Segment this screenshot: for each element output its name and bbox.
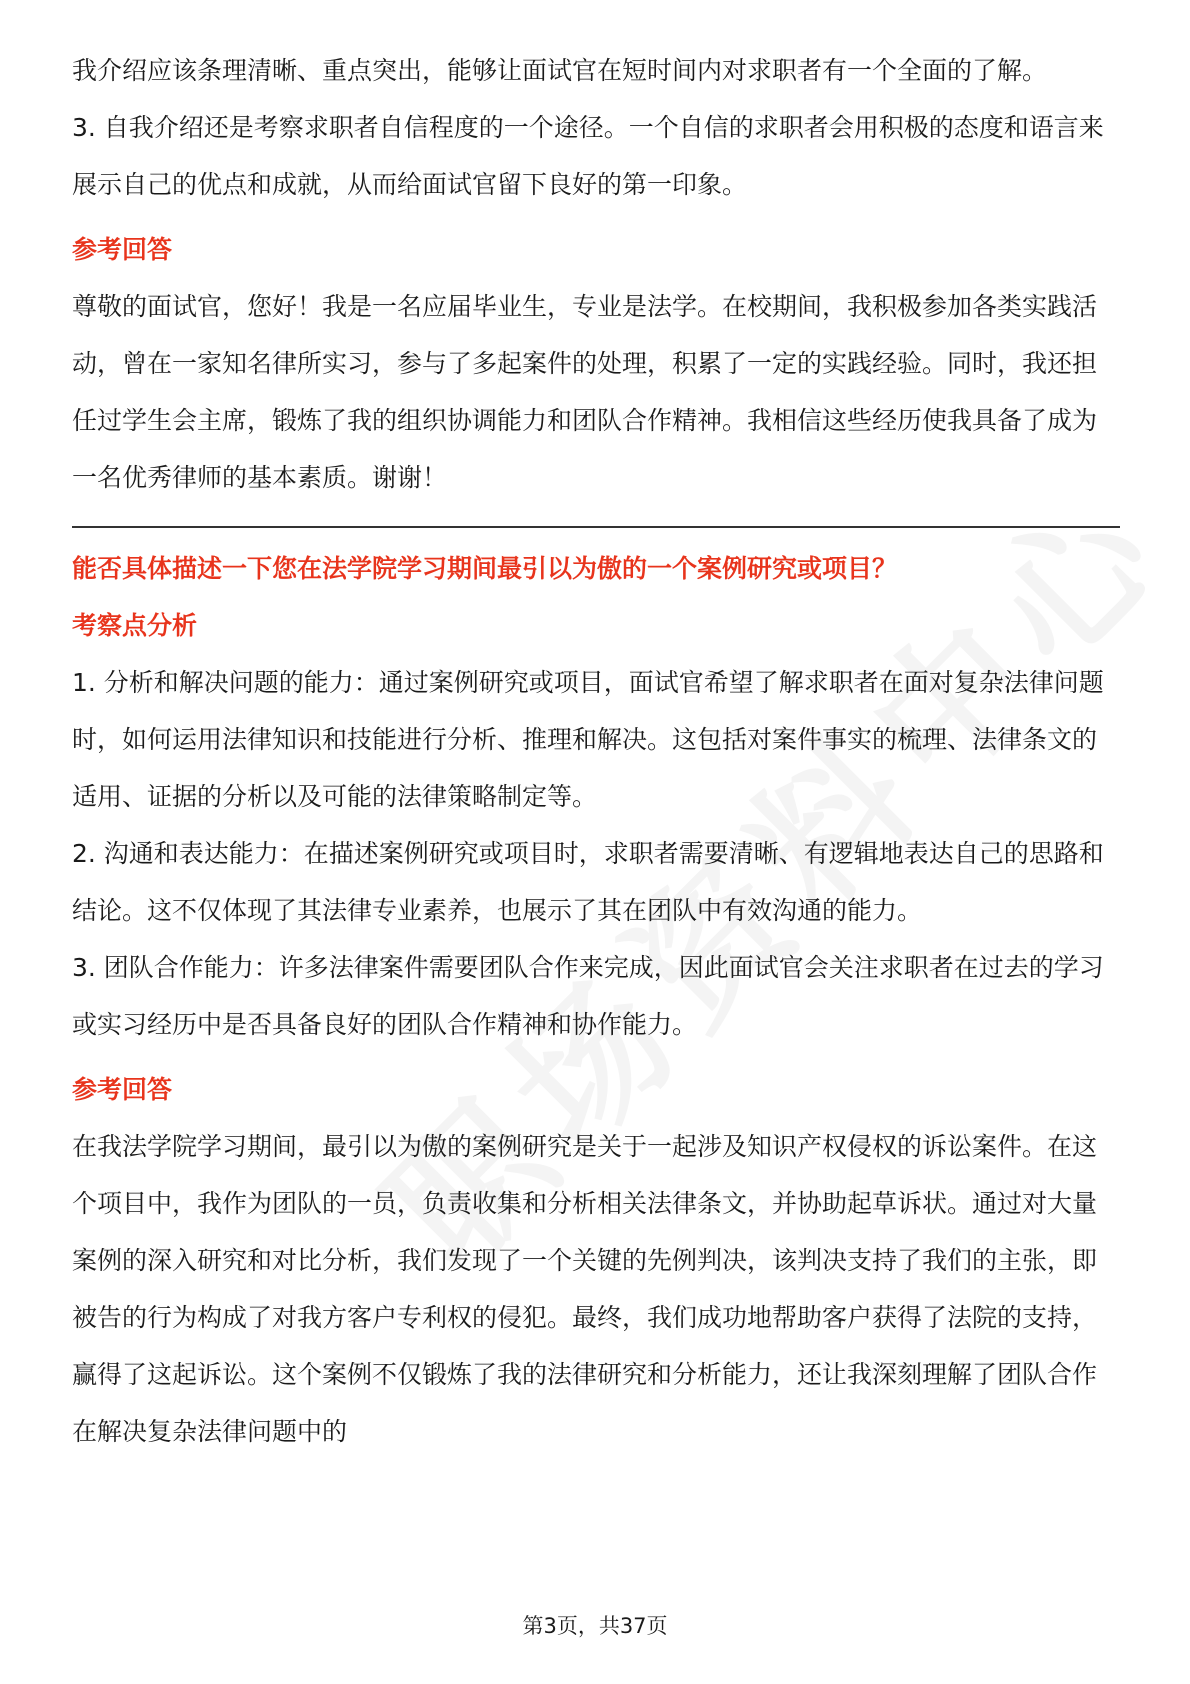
analysis-point-3: 3. 自我介绍还是考察求职者自信程度的一个途径。一个自信的求职者会用积极的态度和语言来展示自己的优点和成就，从而给面试官留下良好的第一印象。: [72, 113, 1104, 199]
question-point-3: 3. 团队合作能力：许多法律案件需要团队合作来完成，因此面试官会关注求职者在过去的学习或实习经历中是否具备良好的团队合作精神和协作能力。: [72, 953, 1104, 1039]
document-page: [72, 42, 1120, 1460]
question-title: 能否具体描述一下您在法学院学习期间最引以为傲的一个案例研究或项目？: [72, 554, 898, 583]
question-answer-paragraph: 在我法学院学习期间，最引以为傲的案例研究是关于一起涉及知识产权侵权的诉讼案件。在这个项目中，我作为团队的一员，负责收集和分析相关法律条文，并协助起草诉状。通过对大量案例的深入研究和对比分析，我们发现了一个关键的先例判决，该判决支持了我们的主张，即被告的行为构成了对我方客户专利权的侵犯。最终，我们成功地帮助客户获得了法院的支持，赢得了这起诉讼。这个案例不仅锻炼了我的法律研究和分析能力，还让我深刻理解了团队合作在解决复杂法律问题中的: [72, 1132, 1098, 1446]
question-answer-heading: 参考回答: [72, 1075, 173, 1104]
answer-heading: 参考回答: [72, 235, 173, 264]
analysis-heading: 考察点分析: [72, 611, 198, 640]
question-point-1: 1. 分析和解决问题的能力：通过案例研究或项目，面试官希望了解求职者在面对复杂法律问题时，如何运用法律知识和技能进行分析、推理和解决。这包括对案件事实的梳理、法律条文的适用、证据的分析以及可能的法律策略制定等。: [72, 668, 1104, 811]
continuation-paragraph: 我介绍应该条理清晰、重点突出，能够让面试官在短时间内对求职者有一个全面的了解。: [72, 56, 1048, 85]
page-number: 第3页，共37页: [522, 1614, 668, 1638]
answer-paragraph: 尊敬的面试官，您好！我是一名应届毕业生，专业是法学。在校期间，我积极参加各类实践活动，曾在一家知名律所实习，参与了多起案件的处理，积累了一定的实践经验。同时，我还担任过学生会主席，锻炼了我的组织协调能力和团队合作精神。我相信这些经历使我具备了成为一名优秀律师的基本素质。谢谢！: [72, 292, 1098, 492]
section-divider: [72, 526, 1120, 528]
question-point-2: 2. 沟通和表达能力：在描述案例研究或项目时，求职者需要清晰、有逻辑地表达自己的思路和结论。这不仅体现了其法律专业素养，也展示了其在团队中有效沟通的能力。: [72, 839, 1104, 925]
